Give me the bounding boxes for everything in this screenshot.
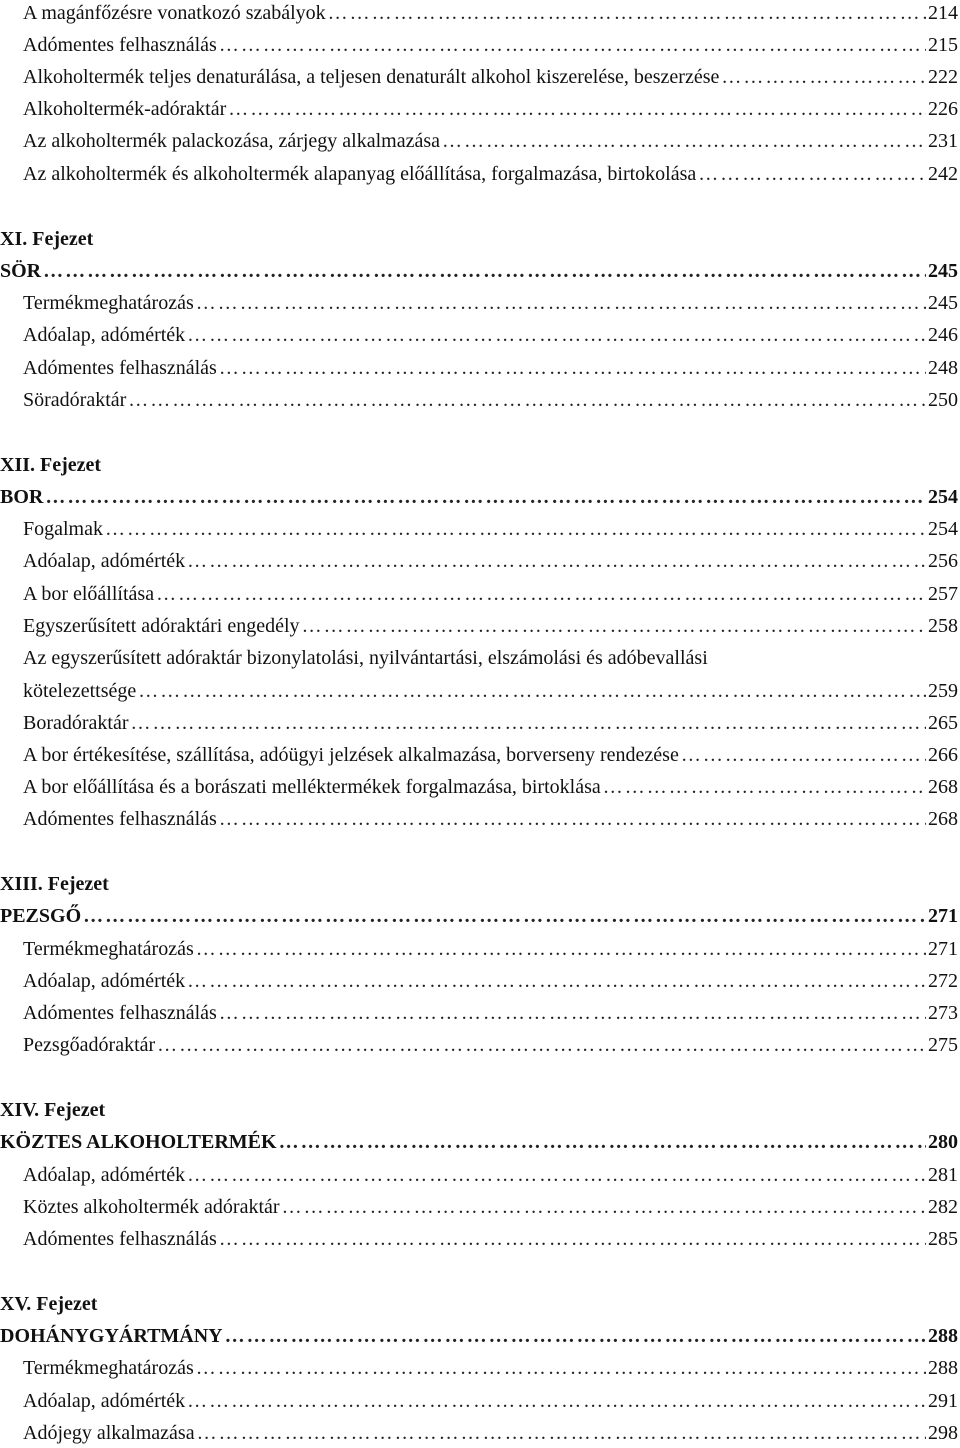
toc-entry[interactable] <box>0 1162 958 1188</box>
dot-leader <box>219 1000 926 1026</box>
toc-entry[interactable] <box>0 1194 958 1220</box>
dot-leader <box>219 806 926 832</box>
toc-entry-label: Adóalap, adómérték <box>23 970 186 992</box>
toc-entry-page: 231 <box>928 130 958 152</box>
toc-entry-label: A bor előállítása <box>23 583 155 605</box>
toc-entry[interactable] <box>0 161 958 187</box>
toc-entry-page: 215 <box>928 34 958 56</box>
toc-entry[interactable] <box>0 1226 958 1252</box>
dot-leader <box>187 322 926 348</box>
toc-entry-page: 245 <box>928 292 958 314</box>
toc-entry-page: 256 <box>928 550 958 572</box>
toc-entry[interactable] <box>0 128 958 154</box>
toc-entry[interactable] <box>0 1355 958 1381</box>
dot-leader <box>196 936 926 962</box>
toc-entry-page: 250 <box>928 389 958 411</box>
toc-entry[interactable] <box>0 96 958 122</box>
dot-leader <box>105 516 926 542</box>
toc-entry-label: Adómentes felhasználás <box>23 1228 217 1250</box>
toc-entry-label: Boradóraktár <box>23 712 129 734</box>
dot-leader <box>328 0 926 26</box>
toc-entry-label: Adójegy alkalmazása <box>23 1422 195 1444</box>
toc-entry[interactable] <box>0 548 958 574</box>
toc-entry-page: 275 <box>928 1034 958 1056</box>
dot-leader <box>187 1162 926 1188</box>
toc-entry[interactable] <box>0 678 958 704</box>
toc-entry-page: 242 <box>928 163 958 185</box>
toc-entry[interactable] <box>0 581 958 607</box>
chapter-title-page: 245 <box>928 260 958 282</box>
toc-entry-label: Adómentes felhasználás <box>23 34 217 56</box>
toc-entry-label: A magánfőzésre vonatkozó szabályok <box>23 2 326 24</box>
toc-entry-label: Adóalap, adómérték <box>23 1390 186 1412</box>
toc-entry-page: 222 <box>928 66 958 88</box>
toc-entry[interactable] <box>0 1000 958 1026</box>
dot-leader <box>681 742 926 768</box>
toc-entry[interactable] <box>0 64 958 90</box>
chapter-heading: XIV. Fejezet <box>0 1099 106 1121</box>
toc-entry-page: 291 <box>928 1390 958 1412</box>
toc-entry-label: Adóalap, adómérték <box>23 324 186 346</box>
chapter-title-page: 280 <box>928 1131 958 1153</box>
toc-entry-page: 281 <box>928 1164 958 1186</box>
dot-leader <box>156 581 926 607</box>
toc-entry-page: 271 <box>928 938 958 960</box>
toc-entry[interactable] <box>0 968 958 994</box>
dot-leader <box>45 484 926 510</box>
dot-leader <box>43 258 926 284</box>
dot-leader <box>138 678 926 704</box>
toc-entry-label: Adóalap, adómérték <box>23 1164 186 1186</box>
toc-entry[interactable] <box>0 936 958 962</box>
toc-entry-page: 272 <box>928 970 958 992</box>
chapter-title: BOR <box>0 486 44 508</box>
toc-entry[interactable] <box>0 0 958 26</box>
toc-entry[interactable] <box>0 290 958 316</box>
dot-leader <box>157 1032 926 1058</box>
chapter-title-entry[interactable] <box>0 1129 958 1155</box>
toc-entry[interactable] <box>0 1032 958 1058</box>
toc-entry-label: Alkoholtermék-adóraktár <box>23 98 227 120</box>
toc-entry-label: Adómentes felhasználás <box>23 808 217 830</box>
toc-entry-page: 259 <box>928 680 958 702</box>
toc-entry-label: Söradóraktár <box>23 389 127 411</box>
dot-leader <box>131 710 926 736</box>
toc-entry[interactable] <box>0 322 958 348</box>
toc-entry-page: 273 <box>928 1002 958 1024</box>
toc-entry-page: 226 <box>928 98 958 120</box>
chapter-title-page: 288 <box>928 1325 958 1347</box>
dot-leader <box>187 968 926 994</box>
toc-entry-page: 254 <box>928 518 958 540</box>
toc-entry-label: Termékmeghatározás <box>23 1357 194 1379</box>
toc-entry[interactable] <box>0 613 958 639</box>
chapter-title: KÖZTES ALKOHOLTERMÉK <box>0 1131 277 1153</box>
dot-leader <box>219 355 926 381</box>
chapter-title-entry[interactable] <box>0 1323 958 1349</box>
dot-leader <box>219 1226 926 1252</box>
dot-leader <box>603 774 926 800</box>
toc-entry-label-line[interactable]: Az egyszerűsített adóraktár bizonylatolási, nyilvántartási, elszámolási és adóbevallási <box>23 647 708 669</box>
chapter-title: DOHÁNYGYÁRTMÁNY <box>0 1325 223 1347</box>
toc-entry-label: Adómentes felhasználás <box>23 357 217 379</box>
toc-entry-label: Adóalap, adómérték <box>23 550 186 572</box>
toc-entry-page: 282 <box>928 1196 958 1218</box>
dot-leader <box>279 1129 926 1155</box>
dot-leader <box>187 548 926 574</box>
chapter-title-page: 254 <box>928 486 958 508</box>
toc-entry-label: Pezsgőadóraktár <box>23 1034 156 1056</box>
toc-entry[interactable] <box>0 516 958 542</box>
toc-entry[interactable] <box>0 742 958 768</box>
dot-leader <box>128 387 926 413</box>
dot-leader <box>225 1323 926 1349</box>
toc-entry-page: 268 <box>928 808 958 830</box>
toc-entry-label: kötelezettsége <box>23 680 137 702</box>
toc-entry-label: Egyszerűsített adóraktári engedély <box>23 615 300 637</box>
toc-entry-page: 266 <box>928 744 958 766</box>
chapter-title-entry[interactable] <box>0 258 958 284</box>
toc-entry[interactable] <box>0 774 958 800</box>
chapter-heading: XV. Fejezet <box>0 1293 98 1315</box>
toc-entry-page: 265 <box>928 712 958 734</box>
chapter-heading: XII. Fejezet <box>0 454 102 476</box>
toc-entry[interactable] <box>0 1388 958 1414</box>
dot-leader <box>196 1355 926 1381</box>
toc-entry-label: Alkoholtermék teljes denaturálása, a teljesen denaturált alkohol kiszerelése, beszerzése <box>23 66 720 88</box>
dot-leader <box>442 128 926 154</box>
toc-entry-label: Fogalmak <box>23 518 103 540</box>
chapter-heading: XIII. Fejezet <box>0 873 109 895</box>
toc-entry-page: 248 <box>928 357 958 379</box>
toc-entry-page: 285 <box>928 1228 958 1250</box>
dot-leader <box>83 903 926 929</box>
toc-entry-label: Termékmeghatározás <box>23 292 194 314</box>
toc-entry-page: 246 <box>928 324 958 346</box>
toc-entry-page: 214 <box>928 2 958 24</box>
chapter-title-entry[interactable] <box>0 484 958 510</box>
dot-leader <box>282 1194 926 1220</box>
toc-entry-page: 298 <box>928 1422 958 1444</box>
dot-leader <box>197 1420 926 1446</box>
dot-leader <box>302 613 926 639</box>
toc-entry[interactable] <box>0 806 958 832</box>
toc-entry[interactable] <box>0 1420 958 1446</box>
chapter-title-page: 271 <box>928 905 958 927</box>
toc-entry[interactable] <box>0 710 958 736</box>
toc-entry-page: 257 <box>928 583 958 605</box>
toc-entry-label: A bor előállítása és a borászati melléktermékek forgalmazása, birtoklása <box>23 776 601 798</box>
chapter-heading: XI. Fejezet <box>0 228 94 250</box>
toc-entry-page: 258 <box>928 615 958 637</box>
toc-entry[interactable] <box>0 355 958 381</box>
chapter-title: SÖR <box>0 260 42 282</box>
dot-leader <box>196 290 926 316</box>
toc-entry[interactable] <box>0 387 958 413</box>
toc-entry-label: A bor értékesítése, szállítása, adóügyi jelzések alkalmazása, borverseny rendezése <box>23 744 679 766</box>
toc-entry-label: Az alkoholtermék palackozása, zárjegy alkalmazása <box>23 130 441 152</box>
toc-entry-label: Adómentes felhasználás <box>23 1002 217 1024</box>
dot-leader <box>721 64 926 90</box>
dot-leader <box>219 32 926 58</box>
toc-entry-label: Köztes alkoholtermék adóraktár <box>23 1196 280 1218</box>
toc-entry-page: 288 <box>928 1357 958 1379</box>
chapter-title-entry[interactable] <box>0 903 958 929</box>
toc-entry-label: Termékmeghatározás <box>23 938 194 960</box>
dot-leader <box>698 161 926 187</box>
toc-entry[interactable] <box>0 32 958 58</box>
dot-leader <box>187 1388 926 1414</box>
toc-entry-page: 268 <box>928 776 958 798</box>
dot-leader <box>228 96 926 122</box>
chapter-title: PEZSGŐ <box>0 905 82 927</box>
toc-entry-label: Az alkoholtermék és alkoholtermék alapanyag előállítása, forgalmazása, birtokolása <box>23 163 697 185</box>
